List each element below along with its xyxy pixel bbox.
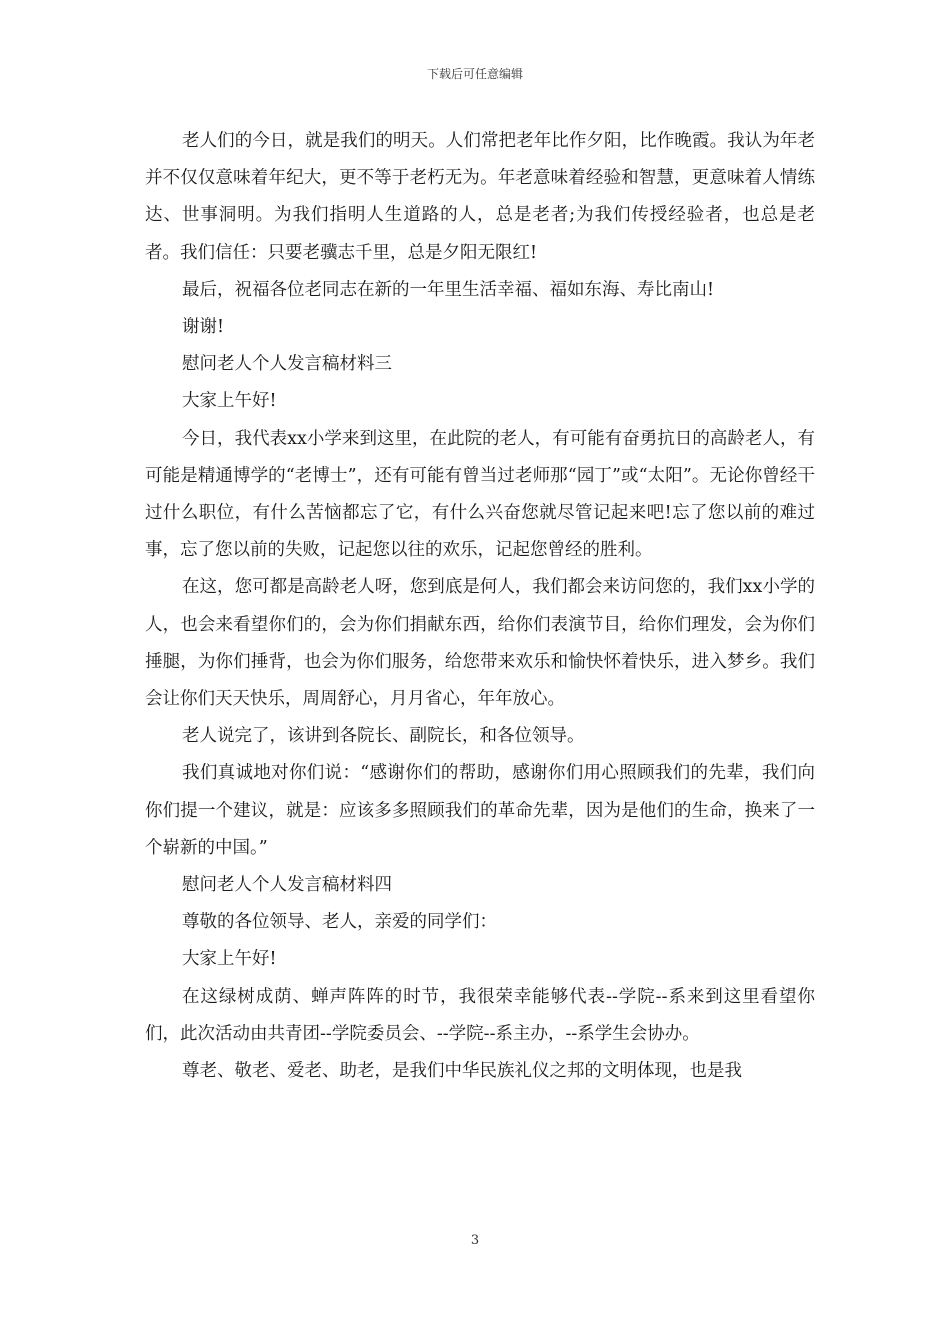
- paragraph-blessing: 最后，祝福各位老同志在新的一年里生活幸福、福如东海、寿比南山!: [182, 279, 715, 300]
- paragraph-turn-to-leaders: 老人说完了，该讲到各院长、副院长，和各位领导。: [182, 726, 585, 747]
- document-body: [145, 123, 815, 1090]
- paragraph-visit-intro: 今日，我代表xx小学来到这里，在此院的老人，有可能有奋勇抗日的高龄老人，有可能是精通博学的“老博士”，还有可能有曾当过老师那“园丁”或“太阳”。无论你曾经干过什么职位，有什么苦恼都忘了它，有什么兴奋您就尽管记起来吧!忘了您以前的难过事，忘了您以前的失败，记起您以往的欢乐，记起您曾经的胜利。: [145, 428, 815, 561]
- page-header-note: 下载后可任意编辑: [426, 67, 523, 81]
- paragraph-salutation: 尊敬的各位领导、老人，亲爱的同学们：: [182, 912, 497, 933]
- paragraph-thanks: 谢谢!: [182, 317, 225, 338]
- paragraph-event-intro: 在这绿树成荫、蝉声阵阵的时节，我很荣幸能够代表--学院--系来到这里看望你们，此次活动由共青团--学院委员会、--学院--系主办，--系学生会协办。: [145, 986, 815, 1044]
- paragraph-respect-elders: 尊老、敬老、爱老、助老，是我们中华民族礼仪之邦的文明体现，也是我: [182, 1061, 742, 1082]
- paragraph-gratitude: 我们真诚地对你们说：“感谢你们的帮助，感谢你们用心照顾我们的先辈，我们向你们提一个建议，就是：应该多多照顾我们的革命先辈，因为是他们的生命，换来了一个崭新的中国。”: [145, 763, 815, 858]
- page-number: 3: [470, 1233, 480, 1248]
- paragraph-elderly-today: 老人们的今日，就是我们的明天。人们常把老年比作夕阳，比作晚霞。我认为年老并不仅仅意味着年纪大，更不等于老朽无为。年老意味着经验和智慧，更意味着人情练达、世事洞明。为我们指明人生道路的人，总是老者;为我们传授经验者，也总是老者。我们信任：只要老骥志千里，总是夕阳无限红!: [145, 131, 815, 263]
- paragraph-visit-promise: 在这，您可都是高龄老人呀，您到底是何人，我们都会来访问您的，我们xx小学的人，也会来看望你们的，会为你们捐献东西，给你们表演节目，给你们理发，会为你们捶腿，为你们捶背，也会为你们服务，给您带来欢乐和愉快怀着快乐，进入梦乡。我们会让你们天天快乐，周周舒心，月月省心，年年放心。: [145, 577, 815, 710]
- paragraph-greeting-2: 大家上午好!: [182, 949, 277, 970]
- section-heading-four: 慰问老人个人发言稿材料四: [182, 875, 392, 896]
- section-heading-three: 慰问老人个人发言稿材料三: [182, 354, 392, 375]
- paragraph-greeting: 大家上午好!: [182, 391, 277, 412]
